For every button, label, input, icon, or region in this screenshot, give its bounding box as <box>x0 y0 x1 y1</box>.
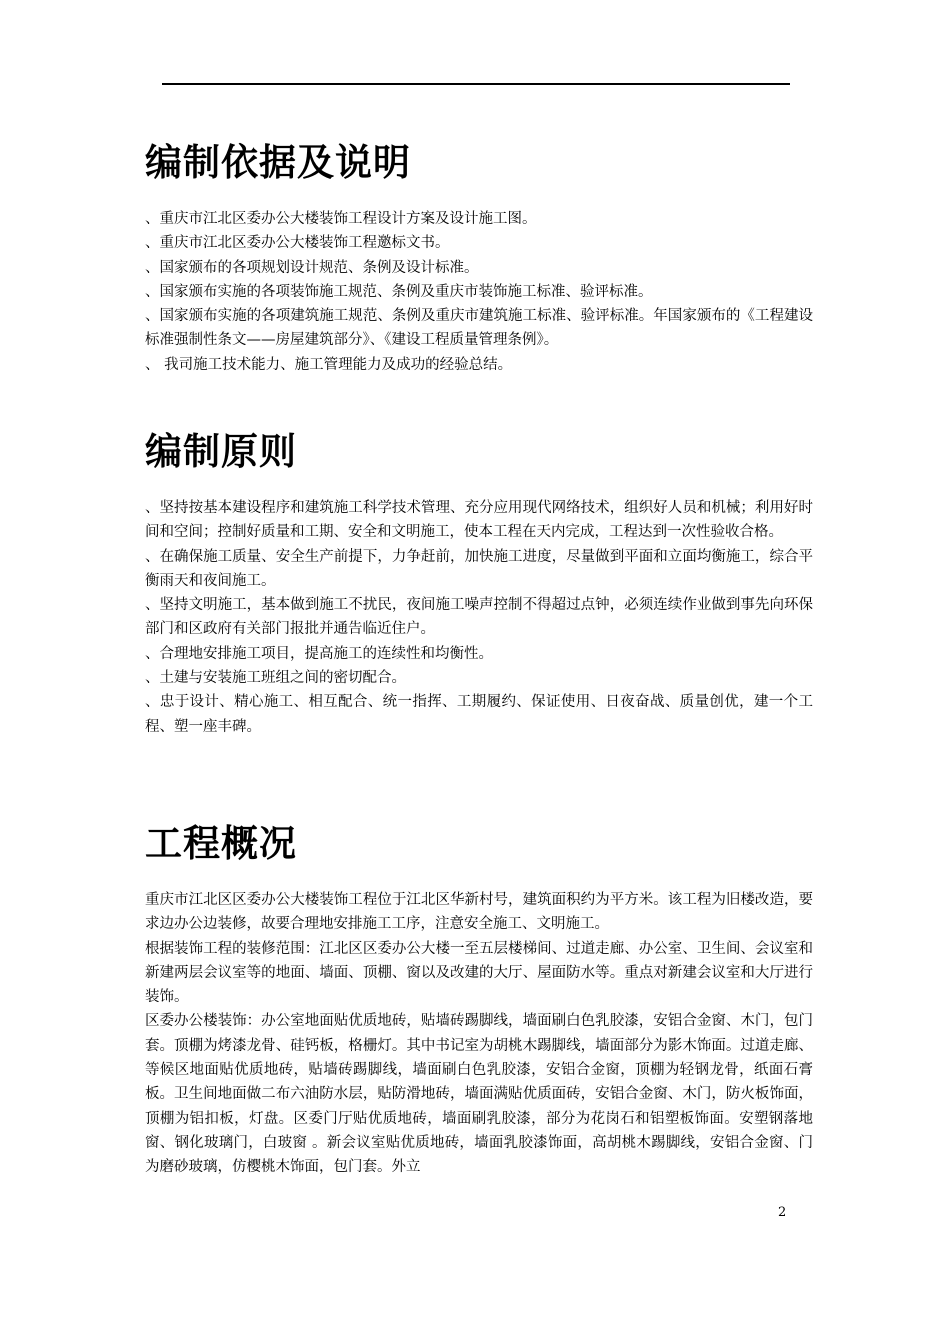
section-title: 编制依据及说明 <box>145 140 411 184</box>
paragraph: 、在确保施工质量、安全生产前提下，力争赶前，加快施工进度，尽量做到平面和立面均衡施工，综合平衡雨天和夜间施工。 <box>145 548 813 589</box>
paragraph: 、国家颁布的各项规划设计规范、条例及设计标准。 <box>145 259 479 276</box>
paragraph: 、土建与安装施工班组之间的密切配合。 <box>145 670 406 687</box>
section-body <box>145 207 813 377</box>
section-overview <box>145 812 813 1180</box>
section-principles <box>145 420 813 739</box>
paragraph: 、合理地安排施工项目，提高施工的连续性和均衡性。 <box>145 645 493 662</box>
paragraph: 、忠于设计、精心施工、相互配合、统一指挥、工期履约、保证使用、日夜奋战、质量创优，建一个工程、塑一座丰碑。 <box>145 694 813 735</box>
paragraph: 区委办公楼装饰：办公室地面贴优质地砖，贴墙砖踢脚线，墙面刷白色乳胶漆，安铝合金窗、木门，包门套。顶棚为烤漆龙骨、硅钙板，格栅灯。其中书记室为胡桃木踢脚线，墙面部分为影木饰面。过道走廊、等候区地面贴优质地砖，贴墙砖踢脚线，墙面刷白色乳胶漆，安铝合金窗，顶棚为轻钢龙骨，纸面石膏板。卫生间地面做二布六油防水层，贴防滑地砖，墙面满贴优质面砖，安铝合金窗、木门，防火板饰面，顶棚为铝扣板，灯盘。区委门厅贴优质地砖，墙面刷乳胶漆，部分为花岗石和铝塑板饰面。安塑钢落地窗、钢化玻璃门，白玻窗 。新会议室贴优质地砖，墙面乳胶漆饰面，高胡桃木踢脚线，安铝合金窗、门为磨砂玻璃，仿樱桃木饰面，包门套。外立 <box>145 1013 813 1176</box>
header-rule <box>162 83 790 85</box>
section-title: 工程概况 <box>145 821 297 865</box>
page-number: 2 <box>778 1205 787 1220</box>
section-body <box>145 496 813 739</box>
paragraph: 重庆市江北区区委办公大楼装饰工程位于江北区华新村号，建筑面积约为平方米。该工程为旧楼改造，要求边办公边装修，故要合理地安排施工工序，注意安全施工、文明施工。 <box>145 892 813 933</box>
paragraph: 、重庆市江北区委办公大楼装饰工程设计方案及设计施工图。 <box>145 211 537 227</box>
section-title: 编制原则 <box>145 429 297 473</box>
section-basis <box>145 131 813 377</box>
paragraph: 、坚持按基本建设程序和建筑施工科学技术管理、充分应用现代网络技术，组织好人员和机械；利用好时间和空间；控制好质量和工期、安全和文明施工，使本工程在天内完成，工程达到一次性验收合格。 <box>145 500 813 541</box>
paragraph: 根据装饰工程的装修范围：江北区区委办公大楼一至五层楼梯间、过道走廊、办公室、卫生间、会议室和新建两层会议室等的地面、墙面、顶棚、窗以及改建的大厅、屋面防水等。重点对新建会议室和大厅进行装饰。 <box>145 940 813 1006</box>
paragraph: 、国家颁布实施的各项建筑施工规范、条例及重庆市建筑施工标准、验评标准。年国家颁布的《工程建设标准强制性条文——房屋建筑部分》、《建设工程质量管理条例》。 <box>145 308 813 349</box>
paragraph: 、坚持文明施工，基本做到施工不扰民，夜间施工噪声控制不得超过点钟，必须连续作业做到事先向环保部门和区政府有关部门报批并通告临近住户。 <box>145 597 813 638</box>
paragraph: 、国家颁布实施的各项装饰施工规范、条例及重庆市装饰施工标准、验评标准。 <box>145 283 653 300</box>
paragraph: 、重庆市江北区委办公大楼装饰工程邀标文书。 <box>145 235 450 252</box>
paragraph: 、 我司施工技术能力、施工管理能力及成功的经验总结。 <box>145 356 513 373</box>
section-body <box>145 888 813 1180</box>
